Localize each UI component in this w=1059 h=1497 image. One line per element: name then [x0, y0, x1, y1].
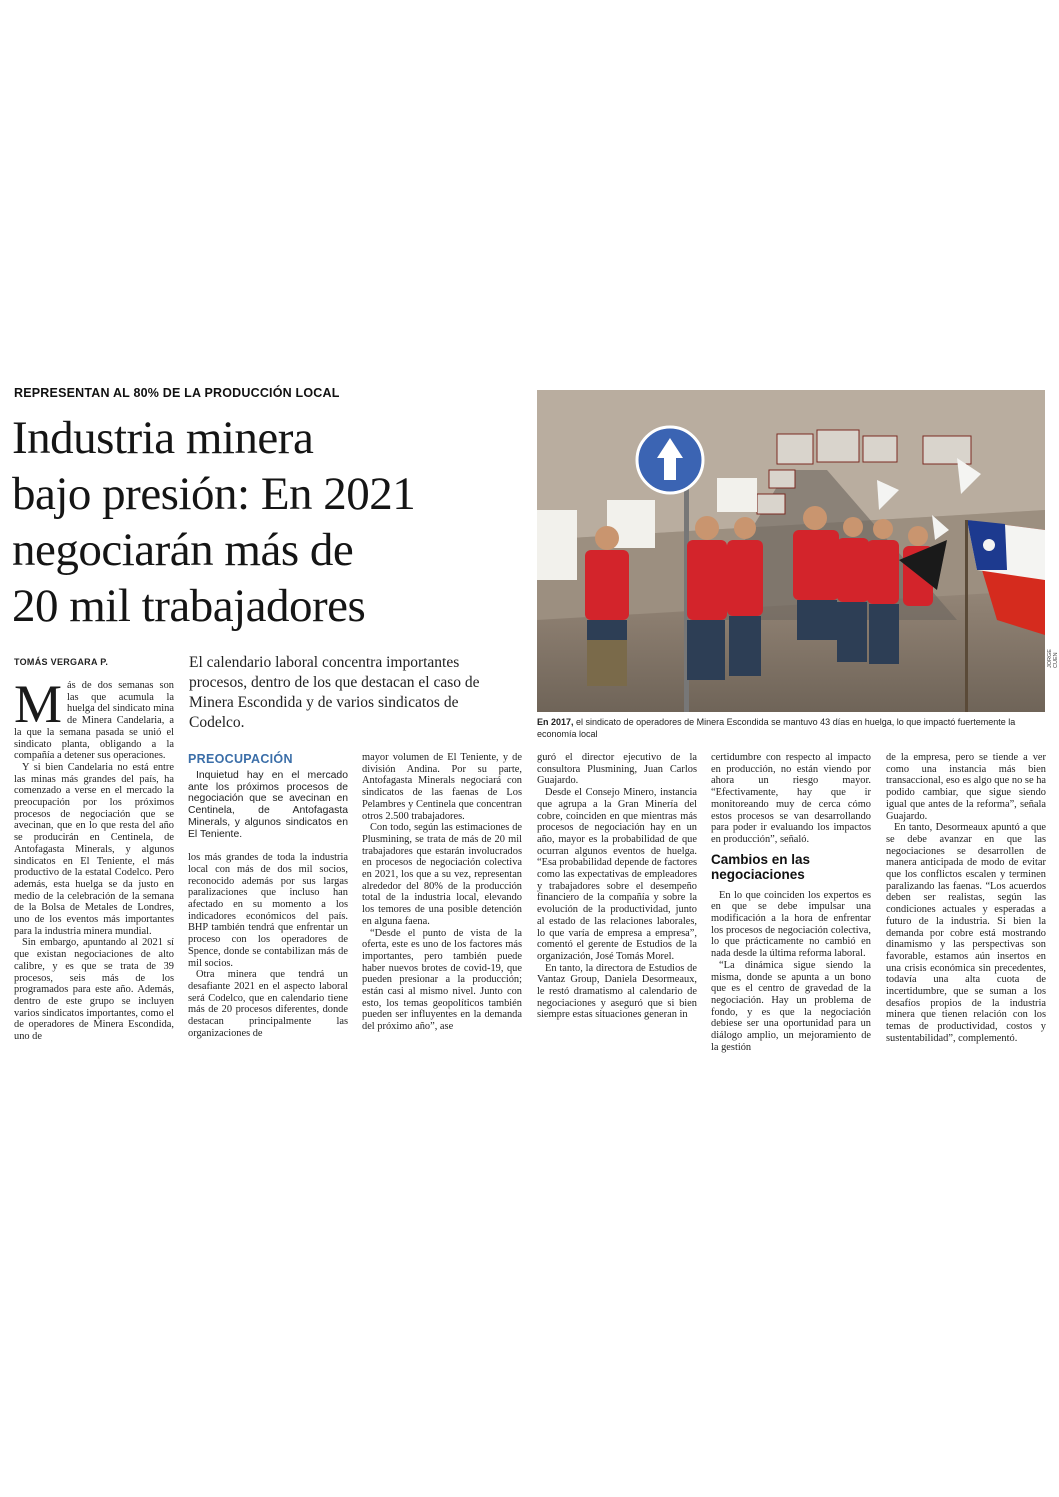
- subhead-cambios: Cambios en las negociaciones: [711, 851, 811, 882]
- caption-text: el sindicato de operadores de Minera Escondida se mantuvo 43 días en huelga, lo que impactó fuertemente la economía local: [537, 717, 1016, 739]
- headline-line-2: bajo presión: En 2021: [12, 468, 416, 520]
- dropcap: M: [14, 674, 63, 734]
- col5-paragraph-1: certidumbre con respecto al impacto en producción, no están viendo por ahora un riesgo mayor. “Efectivamente, hay que ir monitoreando muy de cerca cómo estos procesos se van desarrollando para poder ir evaluando los impactos en producción”, señaló.: [711, 752, 871, 845]
- byline: TOMÁS VERGARA P.: [14, 657, 109, 667]
- column-2: [188, 752, 348, 1039]
- col3-paragraph-3: “Desde el punto de vista de la oferta, este es uno de los factores más importantes, pero también puede haber nuevos brotes de covid-19, que pueden presionar a la producción; están casi al mismo nivel. Junto con esto, los temas geopolíticos también pueden ser influyentes en la demanda del próximo año”, ase: [362, 927, 522, 1033]
- col4-paragraph-2: Desde el Consejo Minero, instancia que agrupa a la Gran Minería del cobre, coinciden en que mientras más procesos de negociación hay en un año, mayor es la probabilidad de que ocurran algunos eventos de huelga. “Esa probabilidad depende de factores como las expectativas de empleadores y trabajadores sobre el desempeño financiero de la compañía y sobre la evolución de la productividad, junto al estado de las relaciones laborales, lo que varía de empresa a empresa”, comentó el gerente de Estudios de la organización, José Tomás Morel.: [537, 787, 697, 962]
- headline-line-4: 20 mil trabajadores: [12, 580, 366, 632]
- column-1: [14, 674, 174, 1043]
- col1-paragraph-3: Sin embargo, apuntando al 2021 sí que existan negociaciones de alto calibre, y es que se trata de 39 procesos, seis más de los programados para este año. Además, dentro de este grupo se incluyen varios sindicatos importantes, como el de operadores de Minera Escondida, uno de: [14, 937, 174, 1043]
- preocupacion-box: [188, 752, 348, 840]
- col1-p1-text: ás de dos semanas son las que acumula la huelga del sindicato mina de Minera Candelaria, a la que la semana pasada se unió el sindicato planta, obligando a la compañía a detener sus operaciones.: [14, 680, 174, 762]
- column-6: [886, 752, 1046, 1045]
- photo-credit: JORGE CUEN: [1047, 649, 1059, 668]
- column-4: [537, 752, 697, 1021]
- kicker: REPRESENTAN AL 80% DE LA PRODUCCIÓN LOCAL: [14, 386, 340, 400]
- headline: [12, 410, 522, 634]
- col5-paragraph-3: “La dinámica sigue siendo la misma, donde se apunta a un bono que es el centro de gravedad de la negociación. Hay un problema de fondo, y es que la negociación debiese ser una oportunidad para un diálogo amplio, un mejoramiento de la gestión: [711, 959, 871, 1053]
- col3-paragraph-1: mayor volumen de El Teniente, y de división Andina. Por su parte, Antofagasta Minerals negociará con sindicatos de las faenas de Los Pelambres y Centinela que concentran otros 2.500 trabajadores.: [362, 752, 522, 822]
- caption-lead: En 2017,: [537, 717, 574, 727]
- headline-line-1: Industria minera: [12, 412, 314, 464]
- col4-paragraph-1: guró el director ejecutivo de la consultora Plusmining, Juan Carlos Guajardo.: [537, 752, 697, 787]
- photo-caption: [537, 716, 1047, 740]
- box-text: Inquietud hay en el mercado ante los próximos procesos de negociación que se avecinan en Centinela, de Antofagasta Minerals, y algunos sindicatos en El Teniente.: [188, 770, 348, 840]
- col6-paragraph-2: En tanto, Desormeaux apuntó a que se debe avanzar en que las negociaciones se desarrollen de manera anticipada de modo de evitar que los conflictos escalen y terminen paralizando las faenas. “Los acuerdos deben ser realistas, según las condiciones actuales y esperadas a futuro de la industria. Si bien la demanda por cobre está mostrando dinamismo y las perspectivas son favorable, estamos aún insertos en una crisis económica sin precedentes, todavía una alta cuota de incertidumbre, que se suman a los desafíos propios de la industria minera que tienen relación con los temas de productividad, costos y sustentabilidad”, complementó.: [886, 822, 1046, 1044]
- col6-paragraph-1: de la empresa, pero se tiende a ver como una instancia más bien transaccional, eso es algo que no se ha podido cambiar, que sigue siendo igual que antes de la reforma”, señala Guajardo.: [886, 752, 1046, 822]
- headline-line-3: negociarán más de: [12, 524, 354, 576]
- column-5: [711, 752, 871, 1053]
- col4-paragraph-3: En tanto, la directora de Estudios de Vantaz Group, Daniela Desormeaux, le restó dramatismo al calendario de negociaciones y aseguró que si bien siempre estas situaciones generan in: [537, 962, 697, 1021]
- col1-paragraph-2: Y si bien Candelaria no está entre las minas más grandes del país, ha comenzado a verse en el mercado la preocupación por los próximos procesos de negociación que se avecinan, que en lo que resta del año se producirán en Centinela, de Antofagasta Minerals, y algunos sindicatos en El Teniente, el más productivo de la estatal Codelco. Pero además, esta huelga se da justo en medio de la celebración de la semana de la Bolsa de Metales de Londres, uno de los eventos más importantes para la industria minera mundial.: [14, 761, 174, 937]
- box-title: PREOCUPACIÓN: [188, 752, 293, 766]
- col5-paragraph-2: En lo que coinciden los expertos es en que se debe impulsar una modificación a la hora de enfrentar los procesos de negociación colectiva, lo que prácticamente no cambió en nada desde la última reforma laboral.: [711, 889, 871, 960]
- strike-photo: [537, 390, 1045, 712]
- deck: El calendario laboral concentra importantes procesos, dentro de los que destacan el caso de Minera Escondida y de varios sindicatos de Codelco.: [189, 654, 480, 731]
- column-3: [362, 752, 522, 1033]
- col2-paragraph-2: Otra minera que tendrá un desafiante 2021 en el aspecto laboral será Codelco, que en calendario tiene más de 20 procesos diferentes, donde destacan principalmente las organizaciones de: [188, 969, 348, 1039]
- photo-illustration: [537, 390, 1045, 712]
- col1-paragraph-1: [14, 674, 174, 762]
- col3-paragraph-2: Con todo, según las estimaciones de Plusmining, se trata de más de 20 mil trabajadores que estarán involucrados en procesos de negociación colectiva en 2021, los que a su vez, representan alrededor del 80% de la producción total de la industria local, elevando los temores de una posible detención en alguna faena.: [362, 822, 522, 927]
- col2-paragraph-1: los más grandes de toda la industria local con más de dos mil socios, reconocido además por sus largas paralizaciones que incluso han afectado en su momento a los indicadores económicos del país. BHP también tendrá que enfrentar un proceso con los operadores de Spence, donde se contabilizan más de mil socios.: [188, 852, 348, 969]
